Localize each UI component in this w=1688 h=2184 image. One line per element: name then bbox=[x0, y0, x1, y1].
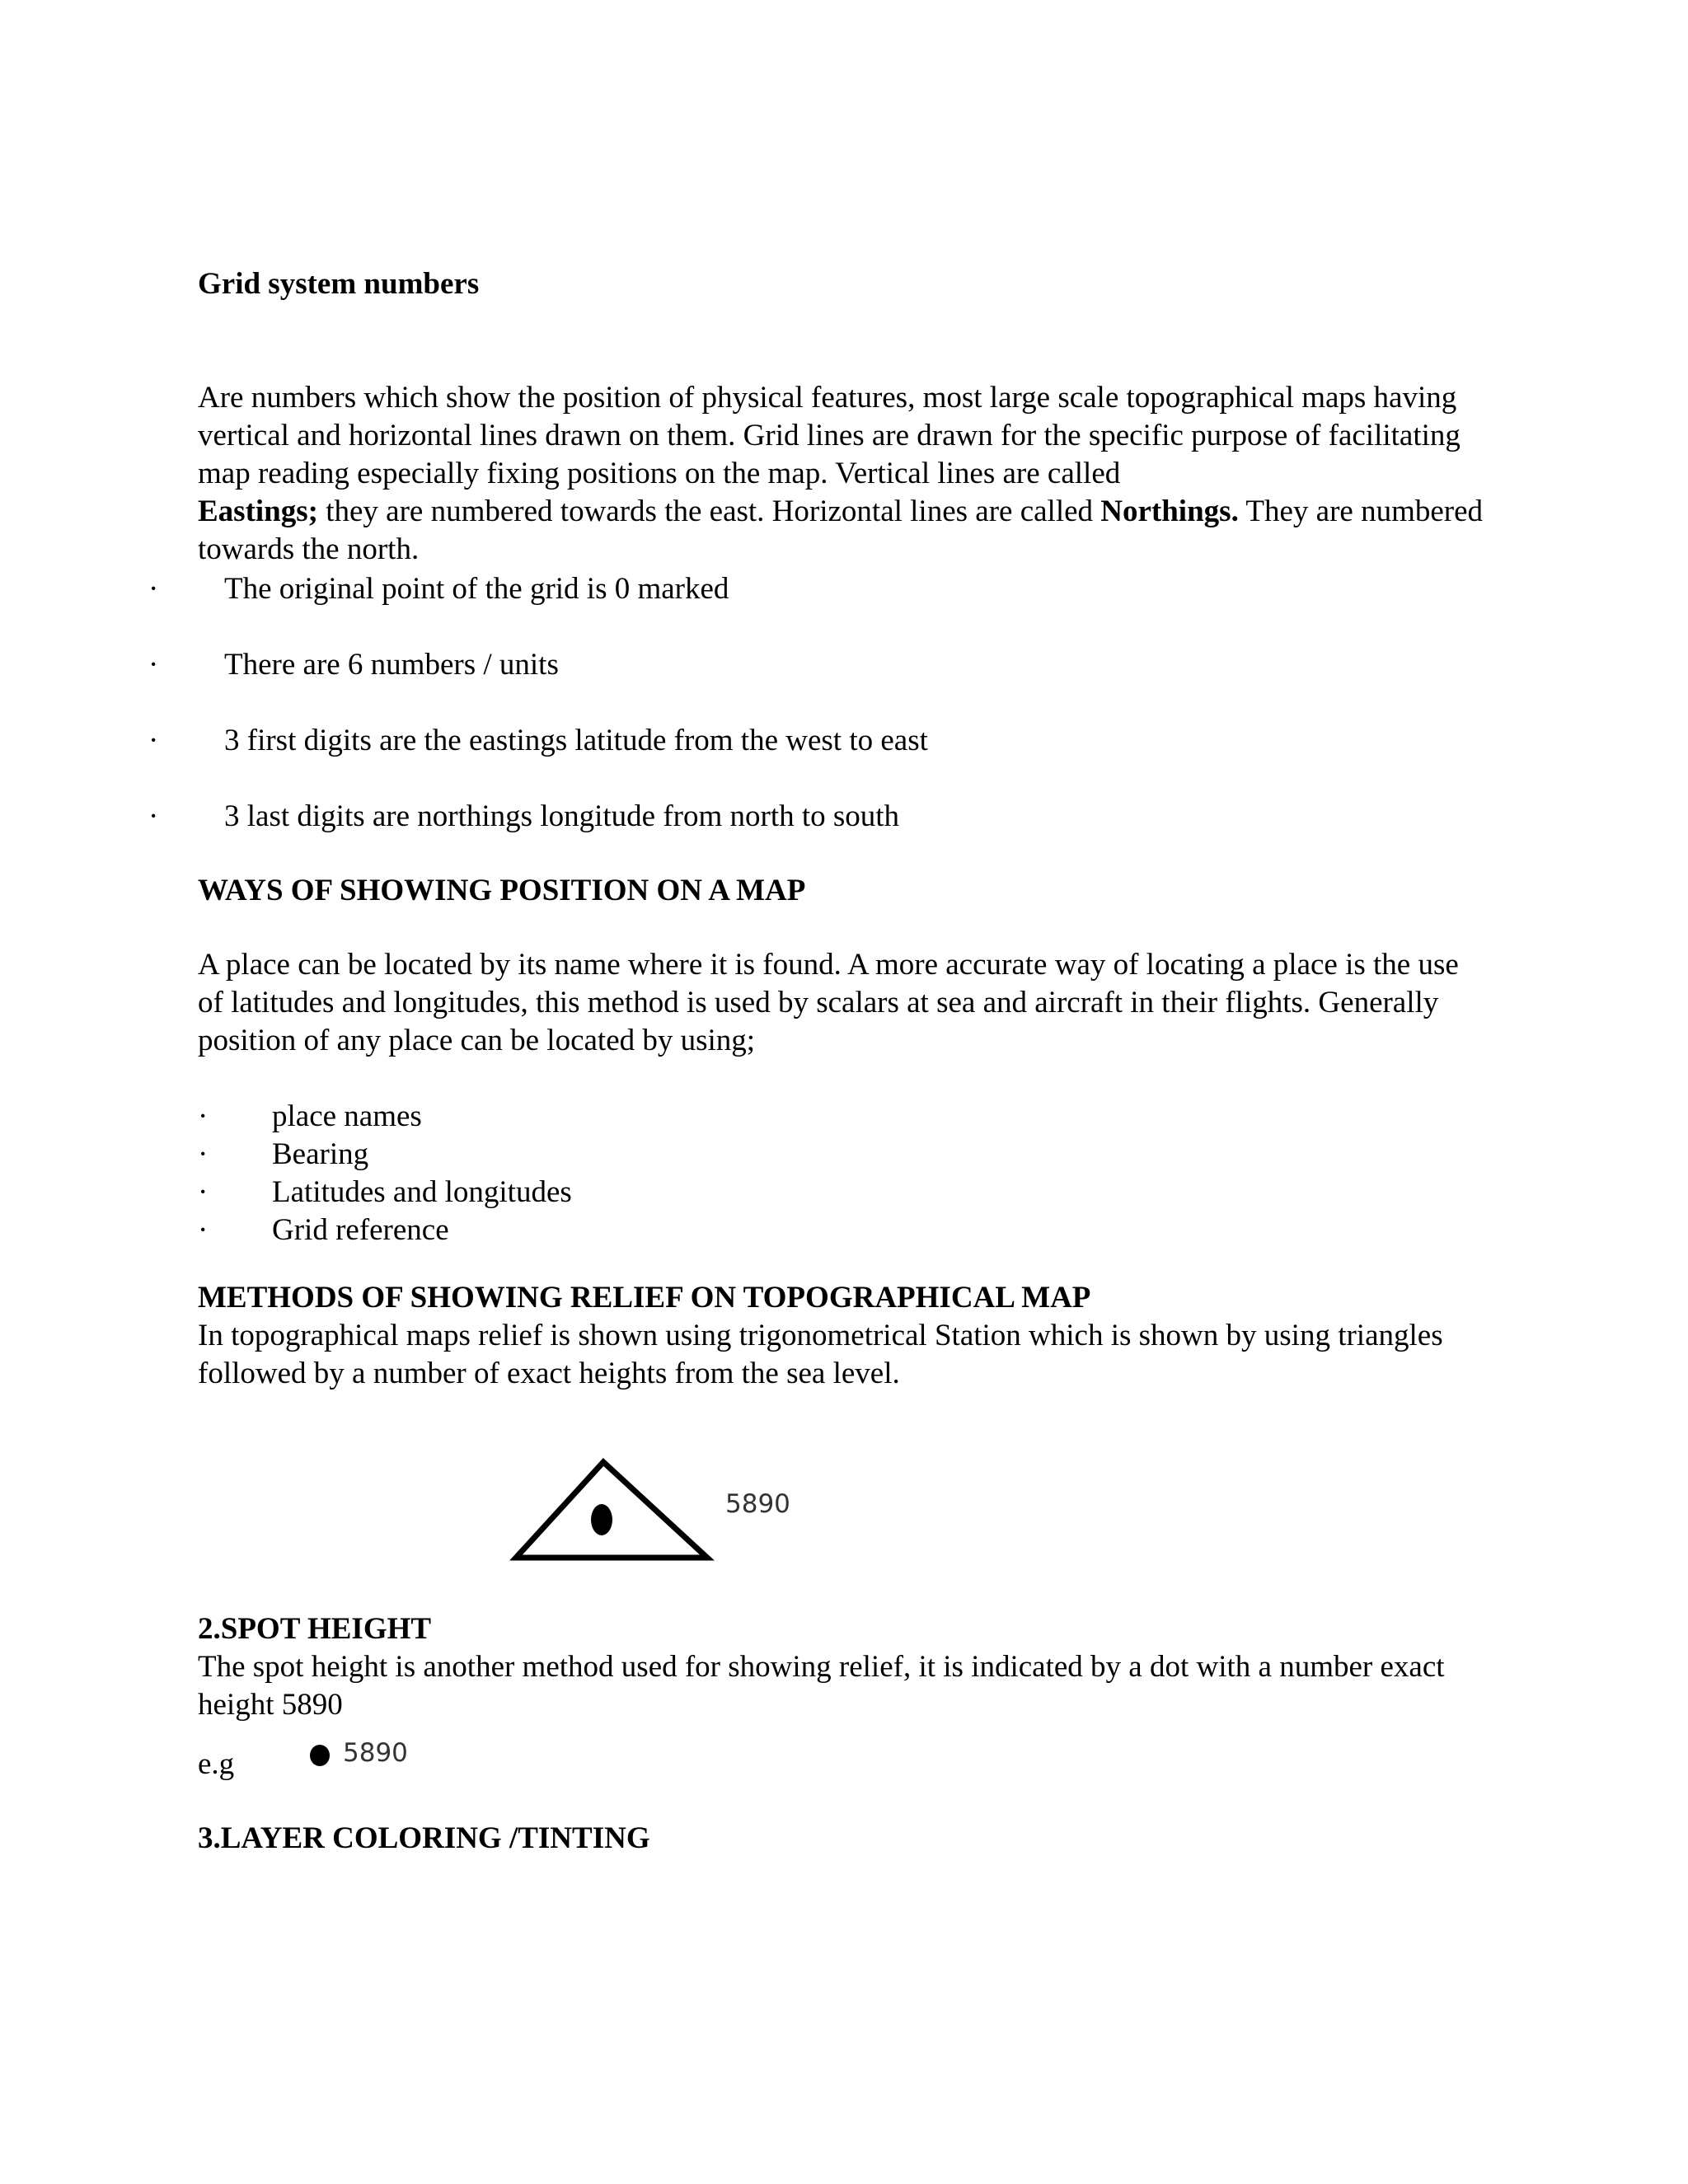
list-item: Grid reference bbox=[272, 1213, 449, 1247]
spot-height-dot-icon bbox=[305, 1741, 335, 1770]
list-item: The original point of the grid is 0 marked bbox=[224, 572, 729, 606]
bullet-symbol: · bbox=[148, 648, 159, 682]
bullet-symbol: · bbox=[148, 724, 159, 757]
list-item: place names bbox=[272, 1099, 422, 1133]
paragraph-text: they are numbered towards the east. Horizontal lines are called bbox=[317, 494, 1101, 528]
triangle-shape bbox=[516, 1462, 707, 1558]
paragraph-text: They are numbered towards the north. bbox=[198, 494, 1484, 566]
example-label: e.g bbox=[198, 1747, 235, 1781]
paragraph-text: Are numbers which show the position of physical features, most large scale topographical maps having vertical and horizontal lines drawn on them. Grid lines are drawn for the specific purpose of facilitating map reading especially fixing positions on the map. Vertical lines are called bbox=[198, 381, 1461, 490]
section-heading-layer-coloring: 3.LAYER COLORING /TINTING bbox=[198, 1821, 650, 1855]
northings-term: Northings. bbox=[1100, 494, 1239, 528]
bullet-symbol: · bbox=[198, 1137, 209, 1171]
paragraph-grid-system bbox=[198, 341, 1484, 569]
list-item: Bearing bbox=[272, 1137, 369, 1171]
section-heading-ways-of-showing-position: WAYS OF SHOWING POSITION ON A MAP bbox=[198, 874, 806, 907]
trig-station-height-label: 5890 bbox=[725, 1489, 790, 1519]
paragraph-spot-height: The spot height is another method used for showing relief, it is indicated by a dot with a number exact height 5890 bbox=[198, 1650, 1445, 1722]
section-heading-spot-height: 2.SPOT HEIGHT bbox=[198, 1612, 432, 1646]
list-item: 3 first digits are the eastings latitude from the west to east bbox=[224, 724, 928, 757]
eastings-term: Eastings; bbox=[198, 494, 318, 528]
section-heading-methods-of-showing-relief: METHODS OF SHOWING RELIEF ON TOPOGRAPHICAL MAP bbox=[198, 1281, 1091, 1315]
paragraph-methods-of-showing-relief: In topographical maps relief is shown using trigonometrical Station which is shown by using triangles followed by a number of exact heights from the sea level. bbox=[198, 1319, 1443, 1390]
bullet-symbol: · bbox=[198, 1099, 209, 1133]
list-item: Latitudes and longitudes bbox=[272, 1175, 572, 1209]
station-dot bbox=[591, 1504, 612, 1535]
bullet-symbol: · bbox=[198, 1175, 209, 1209]
bullet-symbol: · bbox=[148, 799, 159, 833]
paragraph-ways-of-showing-position: A place can be located by its name where it is found. A more accurate way of locating a place is the use of latitudes and longitudes, this method is used by scalars at sea and aircraft in their flights. Generally position of any place can be located by using; bbox=[198, 948, 1459, 1057]
spot-height-label: 5890 bbox=[343, 1738, 408, 1768]
section-heading-grid-system: Grid system numbers bbox=[198, 267, 480, 301]
trigonometrical-station-icon bbox=[503, 1451, 717, 1574]
bullet-symbol: · bbox=[198, 1213, 209, 1247]
list-item: There are 6 numbers / units bbox=[224, 648, 559, 682]
list-item: 3 last digits are northings longitude from north to south bbox=[224, 799, 900, 833]
bullet-symbol: · bbox=[148, 572, 159, 606]
